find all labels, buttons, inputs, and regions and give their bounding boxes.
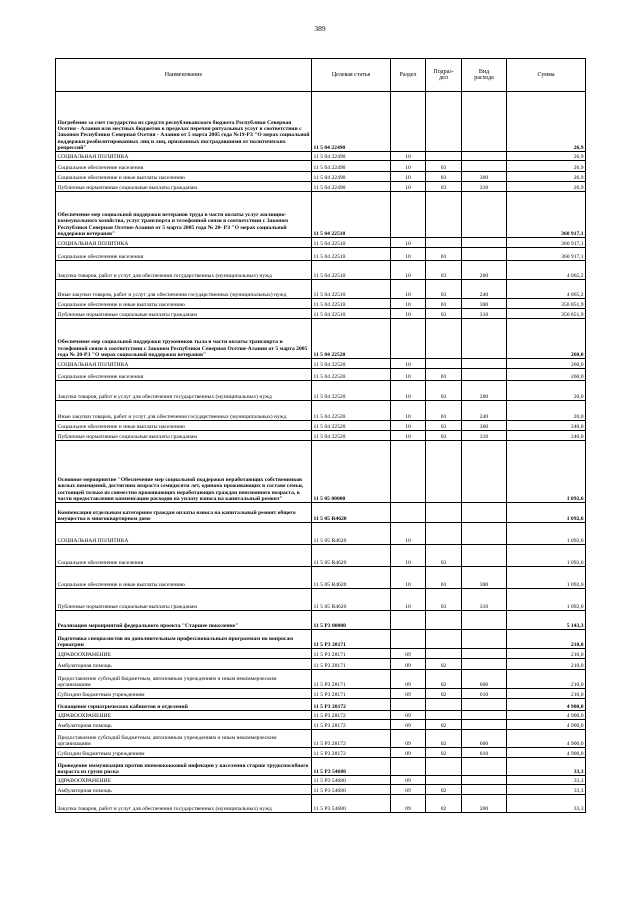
row-subsection-cell: 02 [426, 785, 462, 795]
row-name-cell: Закупка товаров, работ и услуг для обеспечения государственных (муниципальных) нужд [56, 261, 312, 280]
row-target-article-cell: 11 5 04 22510 [312, 309, 391, 319]
row-expense-type-cell [462, 359, 507, 369]
row-target-article-cell: 11 5 05 00000 [312, 441, 391, 503]
row-subsection-cell: 02 [426, 689, 462, 699]
row-expense-type-cell [462, 441, 507, 503]
row-subsection-cell: 02 [426, 795, 462, 813]
row-section-cell: 10 [391, 567, 426, 589]
row-target-article-cell: 11 5 P3 28171 [312, 670, 391, 689]
row-expense-type-cell [462, 699, 507, 711]
row-name-cell: Социальное обеспечение населения [56, 369, 312, 381]
row-sum-cell: 26,9 [507, 182, 586, 192]
row-target-article-cell: 11 5 P3 28171 [312, 689, 391, 699]
row-section-cell: 10 [391, 381, 426, 401]
row-target-article-cell: 11 5 P3 54680 [312, 776, 391, 785]
row-target-article-cell: 11 5 P3 28172 [312, 730, 391, 748]
row-expense-type-cell: 310 [462, 182, 507, 192]
table-row [56, 401, 586, 421]
row-name-cell: Закупка товаров, работ и услуг для обеспечения государственных (муниципальных) нужд [56, 381, 312, 401]
row-name-cell: Основное мероприятие "Обеспечение мер социальной поддержки неработающих собственников жилых помещений, достигших возраста семидесяти лет, одиноко проживающих в составе семьи, состоящей только из совместно проживающих неработающих граждан пенсионного возраста, в части предоставления компенсации расходов на уплату взноса на капитальный ремонт" [56, 441, 312, 503]
row-sum-cell: 4 065,2 [507, 280, 586, 299]
header-subsection: Подраз- дел [426, 59, 462, 92]
row-section-cell: 10 [391, 248, 426, 261]
row-subsection-cell: 03 [426, 589, 462, 611]
row-name-cell: Оснащение гериатрических кабинетов и отделений [56, 699, 312, 711]
row-expense-type-cell: 240 [462, 280, 507, 299]
row-target-article-cell: 11 5 04 22510 [312, 280, 391, 299]
header-target-article: Целевая статья [312, 59, 391, 92]
row-section-cell: 09 [391, 720, 426, 730]
row-expense-type-cell: 610 [462, 748, 507, 758]
row-name-cell: Обеспечение мер социальной поддержки ветеранов труда в части оплаты услуг жилищно-коммунального хозяйства, услуг транспорта и телефонной связи в соответствии с Законом Республики Северная Осетия-Алания от 5 марта 2005 года № 20- РЗ "О мерах социальной поддержки ветеранов" [56, 192, 312, 238]
row-subsection-cell [426, 152, 462, 161]
row-sum-cell: 356 851,9 [507, 299, 586, 309]
table-row [56, 699, 586, 711]
row-subsection-cell [426, 523, 462, 545]
row-expense-type-cell [462, 776, 507, 785]
row-sum-cell: 4 900,0 [507, 711, 586, 720]
row-expense-type-cell [462, 92, 507, 152]
row-name-cell: Социальное обеспечение населения [56, 248, 312, 261]
row-section-cell: 10 [391, 182, 426, 192]
row-target-article-cell: 11 5 P3 54680 [312, 758, 391, 776]
row-target-article-cell: 11 5 P3 28171 [312, 659, 391, 670]
table-row [56, 182, 586, 192]
row-subsection-cell: 02 [426, 730, 462, 748]
row-section-cell: 09 [391, 649, 426, 659]
row-sum-cell: 260,0 [507, 369, 586, 381]
row-subsection-cell [426, 503, 462, 523]
row-name-cell: Подготовка специалистов по дополнительным профессиональным программам по вопросам гериатрии [56, 630, 312, 649]
row-subsection-cell [426, 192, 462, 238]
row-sum-cell: 260,0 [507, 359, 586, 369]
row-section-cell: 09 [391, 785, 426, 795]
row-name-cell: ЗДРАВООХРАНЕНИЕ [56, 776, 312, 785]
row-section-cell: 10 [391, 523, 426, 545]
row-section-cell [391, 192, 426, 238]
row-section-cell [391, 630, 426, 649]
row-target-article-cell: 11 5 05 R4620 [312, 589, 391, 611]
row-subsection-cell [426, 649, 462, 659]
row-expense-type-cell: 610 [462, 689, 507, 699]
table-row [56, 785, 586, 795]
row-section-cell: 09 [391, 795, 426, 813]
row-section-cell: 10 [391, 369, 426, 381]
row-target-article-cell: 11 5 P3 54680 [312, 785, 391, 795]
row-section-cell [391, 92, 426, 152]
row-section-cell: 09 [391, 689, 426, 699]
row-expense-type-cell: 600 [462, 730, 507, 748]
row-expense-type-cell [462, 192, 507, 238]
row-name-cell: Иные закупки товаров, работ и услуг для обеспечения государственных (муниципальных) нужд [56, 401, 312, 421]
row-section-cell: 09 [391, 748, 426, 758]
table-row [56, 649, 586, 659]
row-sum-cell: 4 900,0 [507, 748, 586, 758]
row-section-cell: 09 [391, 711, 426, 720]
row-section-cell: 10 [391, 359, 426, 369]
row-expense-type-cell: 310 [462, 431, 507, 441]
row-sum-cell: 4 900,0 [507, 730, 586, 748]
table-row [56, 441, 586, 503]
page-number: 389 [314, 24, 326, 33]
row-name-cell: Субсидии бюджетным учреждениям [56, 748, 312, 758]
row-expense-type-cell [462, 720, 507, 730]
row-subsection-cell [426, 441, 462, 503]
table-row [56, 192, 586, 238]
row-subsection-cell: 03 [426, 545, 462, 567]
row-sum-cell: 5 143,3 [507, 611, 586, 630]
budget-table [55, 58, 586, 813]
row-expense-type-cell: 240 [462, 401, 507, 421]
row-section-cell: 10 [391, 299, 426, 309]
row-subsection-cell: 02 [426, 659, 462, 670]
row-expense-type-cell [462, 611, 507, 630]
row-name-cell: Иные закупки товаров, работ и услуг для обеспечения государственных (муниципальных) нужд [56, 280, 312, 299]
row-sum-cell: 1 092,6 [507, 441, 586, 503]
row-name-cell: ЗДРАВООХРАНЕНИЕ [56, 711, 312, 720]
table-row [56, 369, 586, 381]
row-target-article-cell: 11 5 04 22490 [312, 161, 391, 172]
table-row [56, 659, 586, 670]
row-section-cell: 09 [391, 776, 426, 785]
row-section-cell [391, 441, 426, 503]
table-row [56, 670, 586, 689]
row-expense-type-cell: 310 [462, 589, 507, 611]
row-section-cell [391, 319, 426, 359]
row-subsection-cell: 03 [426, 261, 462, 280]
row-sum-cell: 33,3 [507, 795, 586, 813]
row-target-article-cell: 11 5 04 22520 [312, 319, 391, 359]
row-subsection-cell: 03 [426, 299, 462, 309]
row-target-article-cell: 11 5 04 22490 [312, 92, 391, 152]
row-subsection-cell [426, 758, 462, 776]
row-sum-cell: 360 917,1 [507, 248, 586, 261]
row-sum-cell: 240,0 [507, 431, 586, 441]
table-row [56, 720, 586, 730]
row-section-cell: 10 [391, 238, 426, 248]
row-subsection-cell: 03 [426, 309, 462, 319]
row-subsection-cell [426, 630, 462, 649]
row-sum-cell: 33,3 [507, 785, 586, 795]
row-expense-type-cell [462, 248, 507, 261]
row-subsection-cell: 03 [426, 431, 462, 441]
header-section: Раздел [391, 59, 426, 92]
row-subsection-cell [426, 711, 462, 720]
row-name-cell: Публичные нормативные социальные выплаты гражданам [56, 182, 312, 192]
row-sum-cell: 1 092,6 [507, 503, 586, 523]
row-subsection-cell [426, 776, 462, 785]
row-section-cell: 10 [391, 545, 426, 567]
row-target-article-cell: 11 5 04 22510 [312, 248, 391, 261]
row-subsection-cell: 03 [426, 369, 462, 381]
row-subsection-cell: 03 [426, 381, 462, 401]
row-target-article-cell: 11 5 04 22490 [312, 152, 391, 161]
row-name-cell: Социальное обеспечение и иные выплаты населению [56, 567, 312, 589]
row-sum-cell: 1 092,6 [507, 523, 586, 545]
row-sum-cell: 26,9 [507, 161, 586, 172]
row-name-cell: Амбулаторная помощь [56, 785, 312, 795]
row-expense-type-cell [462, 659, 507, 670]
row-subsection-cell [426, 359, 462, 369]
row-sum-cell: 260,0 [507, 319, 586, 359]
table-row [56, 309, 586, 319]
row-section-cell: 09 [391, 730, 426, 748]
row-sum-cell: 1 092,6 [507, 589, 586, 611]
row-expense-type-cell: 300 [462, 299, 507, 309]
row-section-cell: 10 [391, 431, 426, 441]
row-subsection-cell: 02 [426, 748, 462, 758]
row-subsection-cell: 03 [426, 172, 462, 182]
row-name-cell: Предоставление субсидий бюджетным, автономным учреждениям и иным некоммерческим организациям [56, 730, 312, 748]
row-expense-type-cell: 600 [462, 670, 507, 689]
row-target-article-cell: 11 5 04 22520 [312, 369, 391, 381]
row-expense-type-cell [462, 503, 507, 523]
row-expense-type-cell [462, 161, 507, 172]
row-name-cell: Социальное обеспечение и иные выплаты населению [56, 172, 312, 182]
table-header-row [56, 59, 586, 92]
table-row [56, 161, 586, 172]
row-subsection-cell: 03 [426, 421, 462, 431]
row-subsection-cell [426, 611, 462, 630]
row-target-article-cell: 11 5 P3 00000 [312, 611, 391, 630]
table-row [56, 611, 586, 630]
table-row [56, 689, 586, 699]
row-sum-cell: 26,9 [507, 152, 586, 161]
row-name-cell: Обеспечение мер социальной поддержки тружеников тыла в части оплаты транспорта и телефонной связи в соответствии с Законом Республики Северная Осетия-Алания от 5 марта 2005 года № 20-РЗ "О мерах социальной поддержки ветеранов" [56, 319, 312, 359]
row-sum-cell: 210,0 [507, 659, 586, 670]
row-name-cell: Амбулаторная помощь [56, 659, 312, 670]
row-section-cell: 10 [391, 261, 426, 280]
row-sum-cell: 4 065,2 [507, 261, 586, 280]
row-section-cell: 09 [391, 670, 426, 689]
row-expense-type-cell [462, 630, 507, 649]
row-sum-cell: 20,0 [507, 401, 586, 421]
table-row [56, 630, 586, 649]
row-target-article-cell: 11 5 P3 28172 [312, 748, 391, 758]
row-subsection-cell [426, 238, 462, 248]
row-expense-type-cell: 300 [462, 172, 507, 182]
table-row [56, 748, 586, 758]
row-sum-cell: 240,0 [507, 421, 586, 431]
row-name-cell: СОЦИАЛЬНАЯ ПОЛИТИКА [56, 238, 312, 248]
row-target-article-cell: 11 5 04 22520 [312, 421, 391, 431]
table-row [56, 319, 586, 359]
row-name-cell: Реализация мероприятий федерального проекта "Старшее поколение" [56, 611, 312, 630]
row-sum-cell: 356 851,9 [507, 309, 586, 319]
table-row [56, 431, 586, 441]
row-sum-cell: 1 092,6 [507, 567, 586, 589]
row-sum-cell: 20,0 [507, 381, 586, 401]
row-subsection-cell: 03 [426, 182, 462, 192]
row-expense-type-cell: 310 [462, 309, 507, 319]
table-row [56, 172, 586, 182]
row-name-cell: Субсидии бюджетным учреждениям [56, 689, 312, 699]
row-name-cell: СОЦИАЛЬНАЯ ПОЛИТИКА [56, 359, 312, 369]
table-row [56, 381, 586, 401]
row-name-cell: ЗДРАВООХРАНЕНИЕ [56, 649, 312, 659]
row-expense-type-cell [462, 523, 507, 545]
row-target-article-cell: 11 5 05 R4620 [312, 545, 391, 567]
row-section-cell: 10 [391, 172, 426, 182]
row-section-cell [391, 699, 426, 711]
row-subsection-cell: 03 [426, 567, 462, 589]
row-subsection-cell: 02 [426, 670, 462, 689]
table-row [56, 261, 586, 280]
row-name-cell: Социальное обеспечение населения [56, 545, 312, 567]
row-subsection-cell: 03 [426, 280, 462, 299]
table-row [56, 248, 586, 261]
row-sum-cell: 1 092,6 [507, 545, 586, 567]
row-section-cell: 10 [391, 161, 426, 172]
row-name-cell: Публичные нормативные социальные выплаты гражданам [56, 309, 312, 319]
table-row [56, 503, 586, 523]
row-target-article-cell: 11 5 04 22510 [312, 261, 391, 280]
row-sum-cell: 210,0 [507, 630, 586, 649]
row-name-cell: Социальное обеспечение населения [56, 161, 312, 172]
row-name-cell: Публичные нормативные социальные выплаты гражданам [56, 431, 312, 441]
table-row [56, 758, 586, 776]
row-section-cell: 10 [391, 589, 426, 611]
row-name-cell: СОЦИАЛЬНАЯ ПОЛИТИКА [56, 152, 312, 161]
row-subsection-cell: 03 [426, 401, 462, 421]
row-expense-type-cell [462, 649, 507, 659]
row-sum-cell: 33,3 [507, 758, 586, 776]
table-row [56, 730, 586, 748]
row-target-article-cell: 11 5 P3 28172 [312, 711, 391, 720]
row-name-cell: СОЦИАЛЬНАЯ ПОЛИТИКА [56, 523, 312, 545]
row-expense-type-cell [462, 711, 507, 720]
row-sum-cell: 210,0 [507, 689, 586, 699]
row-subsection-cell: 02 [426, 720, 462, 730]
row-subsection-cell: 03 [426, 248, 462, 261]
row-target-article-cell: 11 5 04 22520 [312, 359, 391, 369]
row-sum-cell: 360 917,1 [507, 238, 586, 248]
row-target-article-cell: 11 5 04 22520 [312, 401, 391, 421]
table-row [56, 299, 586, 309]
row-subsection-cell [426, 319, 462, 359]
row-sum-cell: 4 900,0 [507, 699, 586, 711]
row-section-cell [391, 611, 426, 630]
row-expense-type-cell: 300 [462, 567, 507, 589]
row-target-article-cell: 11 5 04 22490 [312, 172, 391, 182]
row-expense-type-cell [462, 152, 507, 161]
row-expense-type-cell: 300 [462, 421, 507, 431]
row-subsection-cell [426, 92, 462, 152]
table-row [56, 523, 586, 545]
row-target-article-cell: 11 5 05 R4620 [312, 503, 391, 523]
table-row [56, 795, 586, 813]
row-subsection-cell [426, 699, 462, 711]
row-section-cell: 10 [391, 309, 426, 319]
row-name-cell: Публичные нормативные социальные выплаты гражданам [56, 589, 312, 611]
row-name-cell: Проведение иммунизации против пневмококковой инфекции у населения старше трудоспособного возраста из групп риска [56, 758, 312, 776]
row-expense-type-cell: 200 [462, 795, 507, 813]
row-sum-cell: 210,0 [507, 649, 586, 659]
row-expense-type-cell [462, 319, 507, 359]
row-target-article-cell: 11 5 04 22510 [312, 299, 391, 309]
row-name-cell: Закупка товаров, работ и услуг для обеспечения государственных (муниципальных) нужд [56, 795, 312, 813]
row-target-article-cell: 11 5 P3 28171 [312, 649, 391, 659]
row-sum-cell: 210,0 [507, 670, 586, 689]
row-sum-cell: 360 917,1 [507, 192, 586, 238]
row-section-cell: 10 [391, 152, 426, 161]
row-target-article-cell: 11 5 04 22490 [312, 182, 391, 192]
row-section-cell: 10 [391, 401, 426, 421]
row-target-article-cell: 11 5 04 22510 [312, 192, 391, 238]
row-sum-cell: 33,3 [507, 776, 586, 785]
row-section-cell [391, 758, 426, 776]
row-target-article-cell: 11 5 P3 54680 [312, 795, 391, 813]
table-row [56, 152, 586, 161]
row-section-cell [391, 503, 426, 523]
table-row [56, 589, 586, 611]
row-target-article-cell: 11 5 05 R4620 [312, 567, 391, 589]
header-sum: Сумма [507, 59, 586, 92]
row-sum-cell: 26,9 [507, 92, 586, 152]
row-target-article-cell: 11 5 04 22510 [312, 238, 391, 248]
row-name-cell: Социальное обеспечение и иные выплаты населению [56, 421, 312, 431]
row-expense-type-cell [462, 785, 507, 795]
row-expense-type-cell [462, 545, 507, 567]
table-row [56, 280, 586, 299]
row-expense-type-cell [462, 238, 507, 248]
row-target-article-cell: 11 5 05 R4620 [312, 523, 391, 545]
row-sum-cell: 4 900,0 [507, 720, 586, 730]
row-name-cell: Амбулаторная помощь [56, 720, 312, 730]
row-target-article-cell: 11 5 P3 28172 [312, 699, 391, 711]
row-name-cell: Социальное обеспечение и иные выплаты населению [56, 299, 312, 309]
row-target-article-cell: 11 5 04 22520 [312, 431, 391, 441]
row-expense-type-cell [462, 369, 507, 381]
table-row [56, 776, 586, 785]
row-target-article-cell: 11 5 P3 28171 [312, 630, 391, 649]
table-row [56, 567, 586, 589]
row-section-cell: 09 [391, 659, 426, 670]
table-row [56, 711, 586, 720]
row-expense-type-cell: 200 [462, 261, 507, 280]
table-row [56, 421, 586, 431]
row-name-cell: Предоставление субсидий бюджетным, автономным учреждениям и иным некоммерческим организациям [56, 670, 312, 689]
row-sum-cell: 26,9 [507, 172, 586, 182]
table-row [56, 92, 586, 152]
row-section-cell: 10 [391, 280, 426, 299]
header-expense-type: Вид расхода [462, 59, 507, 92]
row-name-cell: Компенсация отдельным категориям граждан оплаты взноса на капитальный ремонт общего имущества в многоквартирном доме [56, 503, 312, 523]
row-target-article-cell: 11 5 P3 28172 [312, 720, 391, 730]
table-row [56, 545, 586, 567]
row-target-article-cell: 11 5 04 22520 [312, 381, 391, 401]
row-section-cell: 10 [391, 421, 426, 431]
table-row [56, 238, 586, 248]
row-expense-type-cell [462, 758, 507, 776]
row-subsection-cell: 03 [426, 161, 462, 172]
header-name: Наименование [56, 59, 312, 92]
table-row [56, 359, 586, 369]
row-expense-type-cell: 200 [462, 381, 507, 401]
row-name-cell: Погребение за счет государства из средств республиканского бюджета Республики Северная Осетия - Алания или местных бюджетов в пределах перечня ритуальных услуг в соответствии с Законом Республики Северная Осетия - Алания от 5 марта 2005 года №19-РЗ "О мерах социальной поддержки реабилитированных лиц и лиц, признанных пострадавшими от политических репрессий" [56, 92, 312, 152]
